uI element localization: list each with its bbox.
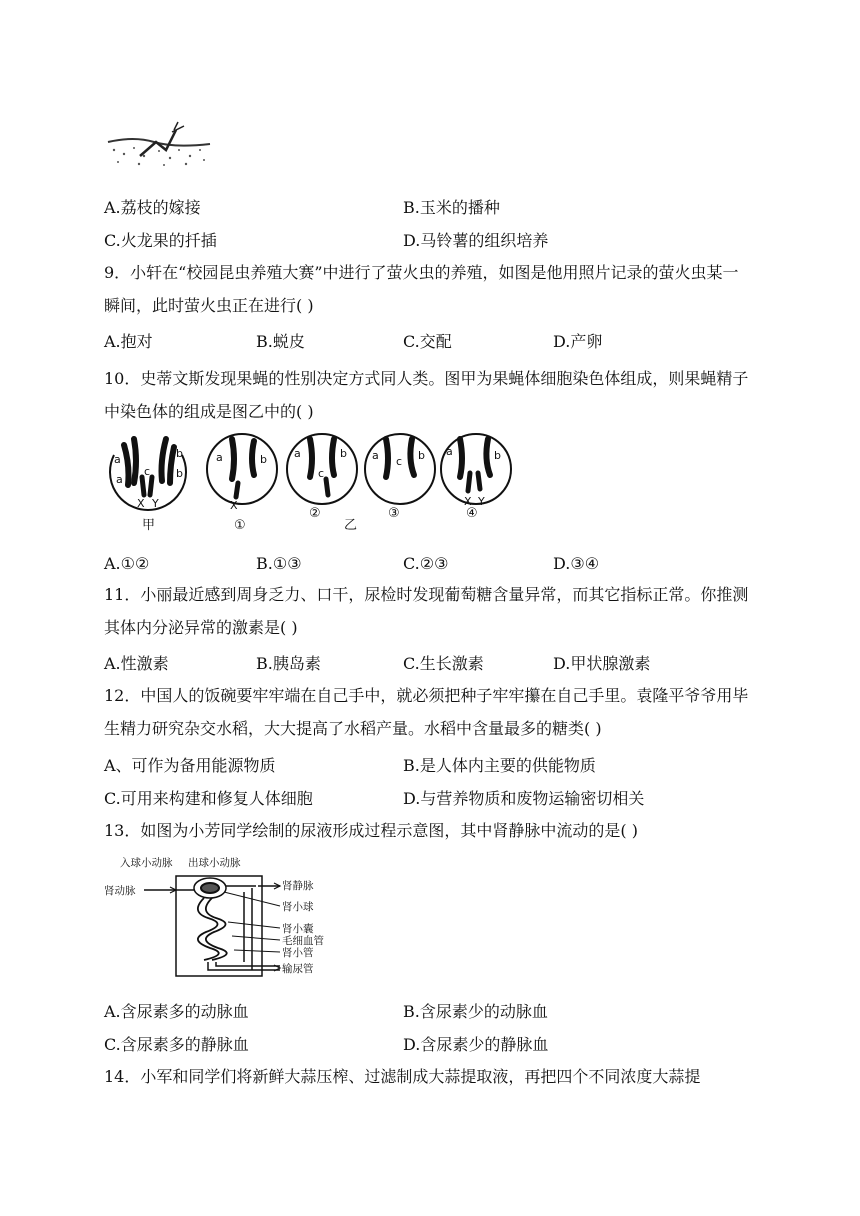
svg-text:b: b xyxy=(176,447,183,460)
question-9-stem: 9．小轩在“校园昆虫养殖大赛”中进行了萤火虫的养殖，如图是他用照片记录的萤火虫某一瞬间，此时萤火虫正在进行( ) xyxy=(104,263,739,315)
svg-text:c: c xyxy=(396,455,403,468)
question-14-stem: 14．小军和同学们将新鲜大蒜压榨、过滤制成大蒜提取液，再把四个不同浓度大蒜提 xyxy=(104,1067,701,1086)
question-11-stem: 11．小丽最近感到周身乏力、口干，尿检时发现葡萄糖含量异常，而其它指标正常。你推测其体内分泌异常的激素是( ) xyxy=(104,585,749,637)
nephron-diagram xyxy=(104,852,364,980)
svg-text:X: X xyxy=(137,497,145,510)
option-10b: B.①③ xyxy=(256,554,302,573)
label-in-artery: 入球小动脉 xyxy=(120,857,173,869)
option-13d: D.含尿素少的静脉血 xyxy=(403,1035,549,1054)
option-12b: B.是人体内主要的供能物质 xyxy=(403,756,596,775)
option-12a: A、可作为备用能源物质 xyxy=(104,756,276,775)
option-11b: B.胰岛素 xyxy=(256,654,321,673)
option-13c: C.含尿素多的静脉血 xyxy=(104,1035,249,1054)
label-renal-vein: 肾静脉 xyxy=(282,880,314,892)
svg-text:b: b xyxy=(176,467,183,480)
svg-text:a: a xyxy=(294,447,301,460)
label-glomerulus: 肾小球 xyxy=(282,901,314,913)
svg-text:b: b xyxy=(418,449,425,462)
svg-text:a: a xyxy=(372,449,379,462)
label-2: ② xyxy=(309,506,321,521)
svg-text:a: a xyxy=(116,473,123,486)
label-jia: 甲 xyxy=(142,518,156,533)
question-13-stem: 13．如图为小芳同学绘制的尿液形成过程示意图，其中肾静脉中流动的是( ) xyxy=(104,821,638,840)
option-9d: D.产卵 xyxy=(553,332,603,351)
svg-text:Y: Y xyxy=(478,495,485,508)
option-11c: C.生长激素 xyxy=(403,654,484,673)
label-out-artery: 出球小动脉 xyxy=(188,857,241,869)
svg-text:X: X xyxy=(230,499,238,512)
label-capillary: 毛细血管 xyxy=(282,935,324,947)
label-yi: 乙 xyxy=(344,518,358,533)
option-11a: A.性激素 xyxy=(104,654,169,673)
svg-text:c: c xyxy=(318,467,325,480)
svg-text:a: a xyxy=(216,451,223,464)
svg-text:X: X xyxy=(464,495,472,508)
svg-text:b: b xyxy=(494,449,501,462)
option-12d: D.与营养物质和废物运输密切相关 xyxy=(403,789,645,808)
option-10c: C.②③ xyxy=(403,554,449,573)
option-9c: C.交配 xyxy=(403,332,452,351)
label-capsule: 肾小囊 xyxy=(282,923,314,935)
option-9a: A.抱对 xyxy=(104,332,153,351)
option-8d: D.马铃薯的组织培养 xyxy=(403,231,549,250)
option-8b: B.玉米的播种 xyxy=(403,198,500,217)
label-ureter: 输尿管 xyxy=(282,963,314,975)
label-1: ① xyxy=(234,518,246,533)
option-12c: C.可用来构建和修复人体细胞 xyxy=(104,789,313,808)
svg-text:c: c xyxy=(144,465,151,478)
option-9b: B.蜕皮 xyxy=(256,332,305,351)
option-10a: A.①② xyxy=(104,554,150,573)
label-renal-artery: 肾动脉 xyxy=(104,885,136,897)
svg-text:Y: Y xyxy=(152,497,159,510)
option-11d: D.甲状腺激素 xyxy=(553,654,651,673)
chromosome-figure xyxy=(104,425,524,537)
option-10d: D.③④ xyxy=(553,554,600,573)
svg-text:a: a xyxy=(446,445,453,458)
svg-text:b: b xyxy=(260,453,267,466)
option-8a: A.荔枝的嫁接 xyxy=(104,198,201,217)
label-4: ④ xyxy=(466,506,478,521)
label-tubule: 肾小管 xyxy=(282,947,314,959)
option-8c: C.火龙果的扦插 xyxy=(104,231,217,250)
option-13a: A.含尿素多的动脉血 xyxy=(104,1002,249,1021)
option-13b: B.含尿素少的动脉血 xyxy=(403,1002,548,1021)
question-10-stem: 10．史蒂文斯发现果蝇的性别决定方式同人类。图甲为果蝇体细胞染色体组成，则果蝇精子中染色体的组成是图乙中的( ) xyxy=(104,369,749,421)
label-3: ③ xyxy=(388,506,400,521)
svg-text:a: a xyxy=(114,453,121,466)
svg-text:b: b xyxy=(340,447,347,460)
propagation-image xyxy=(104,120,214,175)
question-12-stem: 12．中国人的饭碗要牢牢端在自己手中，就必须把种子牢牢攥在自己手里。袁隆平爷爷用毕生精力研究杂交水稻，大大提高了水稻产量。水稻中含量最多的糖类( ) xyxy=(104,686,749,738)
